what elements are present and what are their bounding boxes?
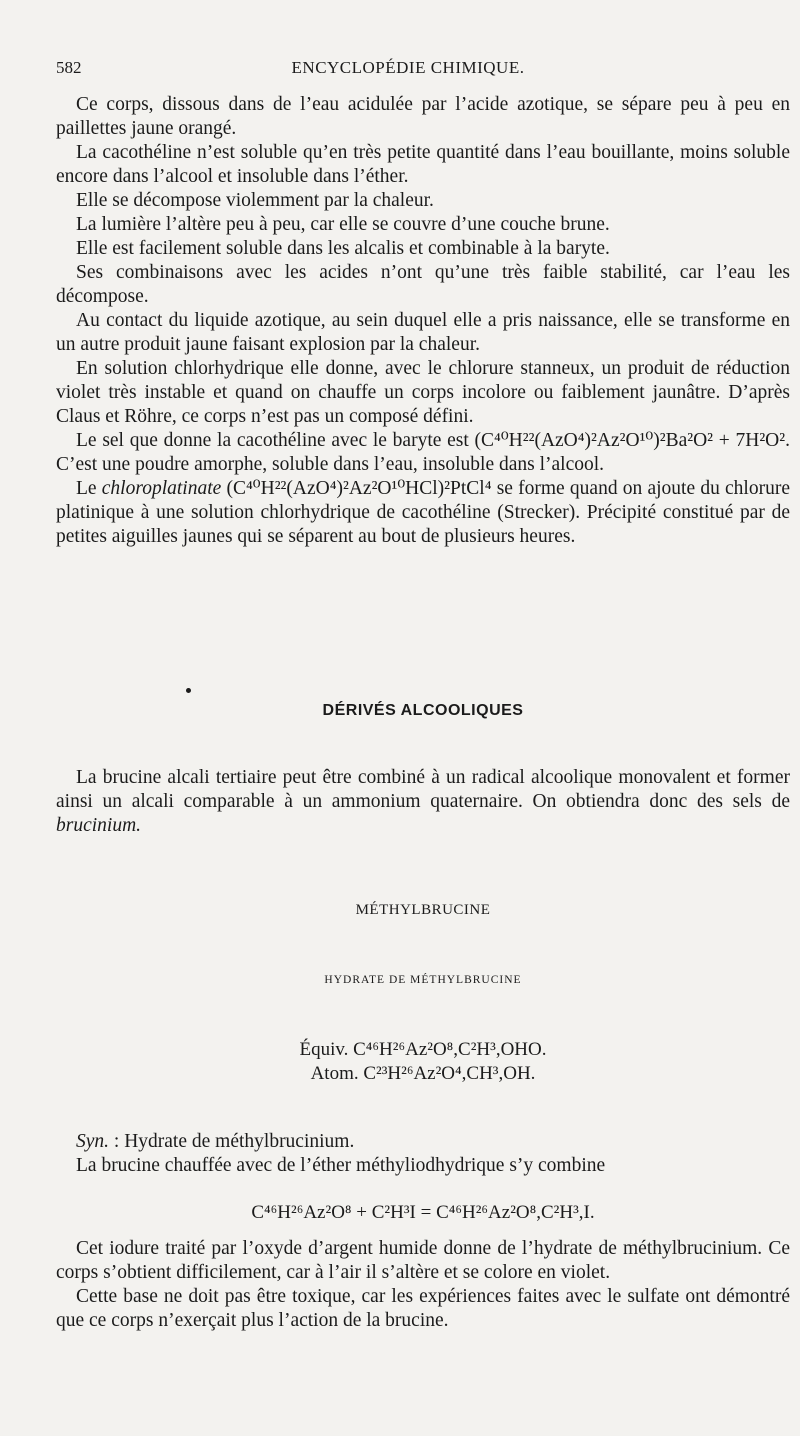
ether-sentence: La brucine chauffée avec de l’éther méthyliodhydrique s’y combine [76,1155,606,1176]
paragraph: Cette base ne doit pas être toxique, car les expériences faites avec le sulfate ont démontré que ce corps n’exerçait plus l’action de la brucine. [56,1286,790,1331]
paragraph: Le sel que donne la cacothéline avec le baryte est (C⁴⁰H²²(AzO⁴)²Az²O¹⁰)²Ba²O² + 7H²O². C’est une poudre amorphe, soluble dans l’eau, insoluble dans l’alcool. [56,430,790,475]
synonym-section [56,1130,790,1178]
formula-block [56,1038,790,1086]
cacotheline-section [56,93,790,549]
intro-section [56,766,790,838]
paragraph: En solution chlorhydrique elle donne, avec le chlorure stanneux, un produit de réduction violet très instable et quand on chauffe un corps incolore ou faiblement jaunâtre. D’après Claus et Röhre, ce corps n’est pas un composé défini. [56,358,790,427]
paragraph: Elle est facilement soluble dans les alcalis et combinable à la baryte. [76,238,610,259]
paragraph: Au contact du liquide azotique, au sein duquel elle a pris naissance, elle se transforme en un autre produit jaune faisant explosion par la chaleur. [56,310,790,355]
synonym-label: Syn. [76,1131,110,1152]
page-number: 582 [56,58,82,77]
equiv-formula: Équiv. C⁴⁶H²⁶Az²O⁸,C²H³,OHO. [299,1039,547,1060]
paragraph: Cet iodure traité par l’oxyde d’argent humide donne de l’hydrate de méthylbrucinium. Ce corps s’obtient difficilement, car à l’air il s’altère et se colore en violet. [56,1238,790,1283]
section-heading: DÉRIVÉS ALCOOLIQUES [322,702,524,719]
synonym-text: : Hydrate de méthylbrucinium. [109,1131,355,1152]
atom-formula: Atom. C²³H²⁶Az²O⁴,CH³,OH. [310,1063,536,1084]
reaction-equation: C⁴⁶H²⁶Az²O⁸ + C²H³I = C⁴⁶H²⁶Az²O⁸,C²H³,I. [251,1202,595,1223]
intro-text: La brucine alcali tertiaire peut être combiné à un radical alcoolique monovalent et former ainsi un alcali comparable à un ammonium quaternaire. On obtiendra donc des sels de [56,767,790,812]
intro-term: brucinium. [56,815,142,836]
small-heading: HYDRATE DE MÉTHYLBRUCINE [324,974,522,986]
chloroplatinate-lead: Le [76,478,102,499]
running-title: ENCYCLOPÉDIE CHIMIQUE. [291,58,525,77]
chloroplatinate-text: (C⁴⁰H²²(AzO⁴)²Az²O¹⁰HCl)²PtCl⁴ se forme quand on ajoute du chlorure platinique à une solution chlorhydrique de cacothéline (Strecker). Précipité constitué par de petites aiguilles jaunes qui se séparent au bout de plusieurs heures. [56,478,790,547]
chloroplatinate-term: chloroplatinate [101,478,222,499]
bullet-dot [186,688,191,693]
paragraph: La cacothéline n’est soluble qu’en très petite quantité dans l’eau bouillante, moins soluble encore dans l’alcool et insoluble dans l’éther. [56,142,790,187]
paragraph: Ce corps, dissous dans de l’eau acidulée par l’acide azotique, se sépare peu à peu en paillettes jaune orangé. [56,94,790,139]
paragraph: Elle se décompose violemment par la chaleur. [76,190,434,211]
synonym-line [56,1130,790,1154]
closing-section [56,1237,790,1333]
intro-paragraph [56,766,790,838]
paragraph: Ses combinaisons avec les acides n’ont qu’une très faible stabilité, car l’eau les décompose. [56,262,790,307]
running-head [56,58,760,82]
sub-heading: MÉTHYLBRUCINE [355,902,491,918]
paragraph: La lumière l’altère peu à peu, car elle se couvre d’une couche brune. [76,214,610,235]
chloroplatinate-paragraph [56,477,790,549]
